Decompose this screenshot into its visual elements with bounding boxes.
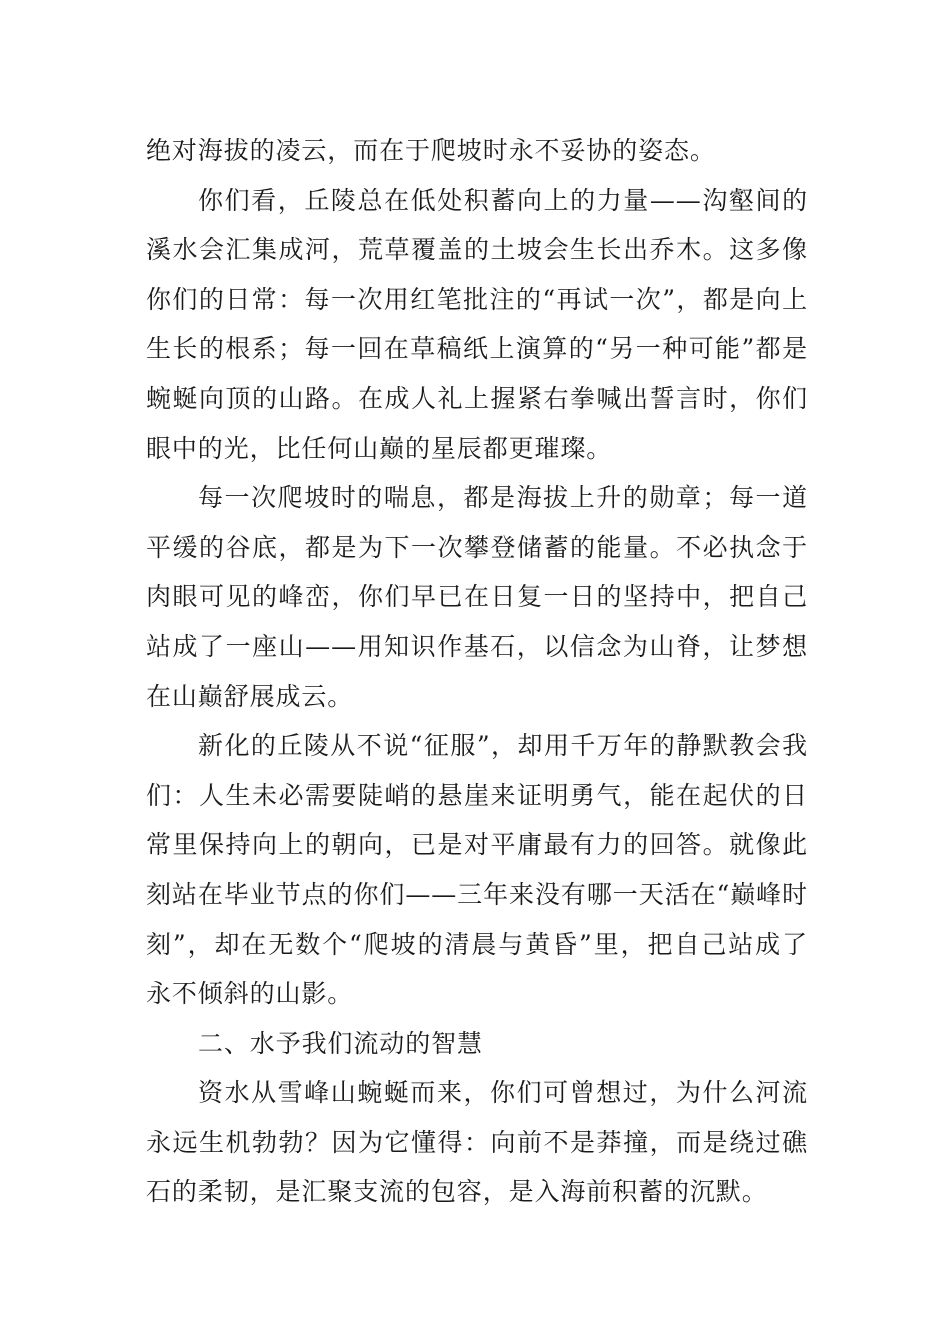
paragraph-continued: 绝对海拔的凌云，而在于爬坡时永不妥协的姿态。 [146,136,716,165]
paragraph-climbing-breath: 每一次爬坡时的喘息，都是海拔上升的勋章；每一道平缓的谷底，都是为下一次攀登储蓄的能量。不必执念于肉眼可见的峰峦，你们早已在日复一日的坚持中，把自己站成了一座山——用知识作基石，以信念为山脊，让梦想在山巅舒展成云。 [146,483,808,711]
paragraph-xinhua-hills: 新化的丘陵从不说“征服”，却用千万年的静默教会我们：人生未必需要陡峭的悬崖来证明勇气，能在起伏的日常里保持向上的朝向，已是对平庸最有力的回答。就像此刻站在毕业节点的你们——三年来没有哪一天活在“巅峰时刻”，却在无数个“爬坡的清晨与黄昏”里，把自己站成了永不倾斜的山影。 [146,731,808,1009]
section-heading: 二、水予我们流动的智慧 [198,1028,483,1058]
paragraph-hills-low-places: 你们看，丘陵总在低处积蓄向上的力量——沟壑间的溪水会汇集成河，荒草覆盖的土坡会生长出乔木。这多像你们的日常：每一次用红笔批注的“再试一次”，都是向上生长的根系；每一回在草稿纸上演算的“另一种可能”都是蜿蜒向顶的山路。在成人礼上握紧右拳喊出誓言时，你们眼中的光，比任何山巅的星辰都更璀璨。 [146,185,808,463]
document-page [146,126,808,1217]
paragraph-zishui-river: 资水从雪峰山蜿蜒而来，你们可曾想过，为什么河流永远生机勃勃？因为它懂得：向前不是莽撞，而是绕过礁石的柔韧，是汇聚支流的包容，是入海前积蓄的沉默。 [146,1078,808,1207]
